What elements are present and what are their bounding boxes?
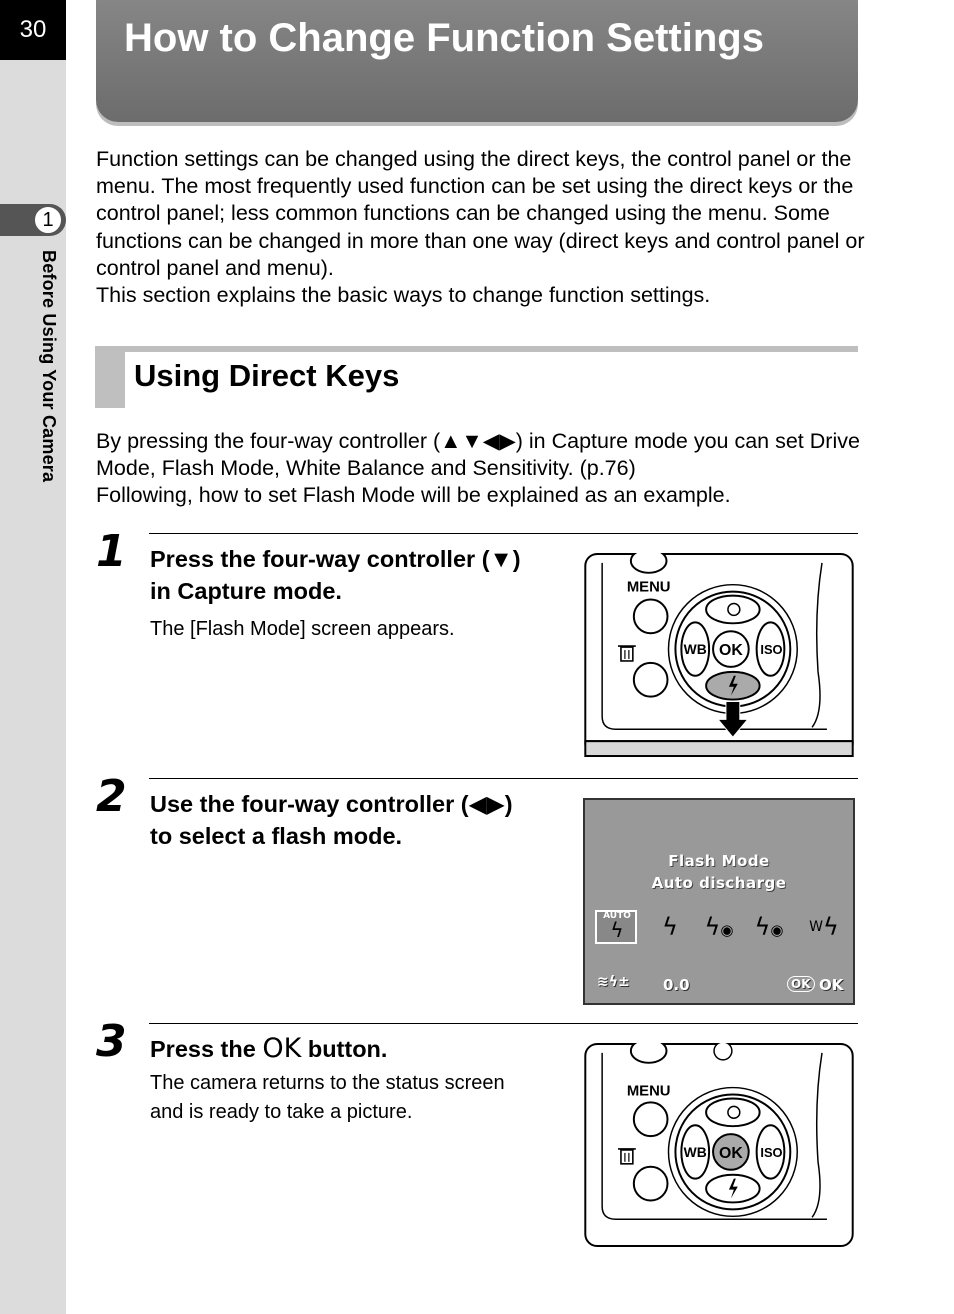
step-1-title-line-1: Press the four-way controller (▼) — [150, 546, 521, 572]
top-dial — [714, 1043, 732, 1060]
menu-button — [634, 1102, 668, 1136]
left-margin-band — [0, 0, 66, 1314]
drive-mode-key — [706, 1098, 759, 1126]
section-line-2: Following, how to set Flash Mode will be explained as an example. — [96, 483, 731, 508]
step-3-title — [150, 1033, 560, 1065]
step-3-body-line-2: and is ready to take a picture. — [150, 1101, 413, 1123]
ok-glyph: OK — [262, 1033, 302, 1064]
flash-on-redeye-icon: ϟ◉ — [754, 913, 784, 941]
step-3-rule — [149, 1023, 858, 1024]
ok-label: OK — [719, 1144, 743, 1162]
chapter-number: 1 — [34, 206, 62, 234]
step-1-body — [150, 615, 570, 644]
flash-mode-title: Flash Mode — [668, 852, 770, 870]
section-text — [96, 428, 866, 510]
page-number: 30 — [0, 0, 66, 60]
delete-button — [634, 1167, 668, 1201]
step-1-rule — [149, 533, 858, 534]
step-1-title-line-2: in Capture mode. — [150, 578, 342, 604]
step-2-title-line-2: to select a flash mode. — [150, 823, 403, 849]
flash-auto-redeye-icon: ϟ◉ — [704, 913, 734, 941]
chapter-label: Before Using Your Camera — [39, 250, 59, 483]
ok-button-icon: OK — [787, 976, 815, 992]
iso-label: ISO — [760, 642, 783, 658]
section-rule — [95, 346, 858, 352]
step-1-number: 1 — [96, 526, 127, 577]
ok-label: OK — [719, 642, 743, 660]
step-2-title — [150, 788, 560, 852]
flash-mode-icons — [595, 910, 845, 944]
flash-compensation-value: 0.0 — [663, 976, 690, 994]
camera-back-figure-2 — [583, 1043, 855, 1248]
wb-label: WB — [683, 641, 707, 658]
flash-mode-screen — [583, 798, 855, 1005]
menu-label: MENU — [626, 579, 671, 596]
section-title: Using Direct Keys — [134, 358, 400, 393]
camera-back-figure-1 — [583, 553, 855, 758]
flash-compensation-icon: ≋ϟ± — [597, 974, 630, 990]
ok-label: OK — [819, 976, 844, 994]
step-3-body-line-1: The camera returns to the status screen — [150, 1072, 505, 1094]
section-marker — [95, 346, 125, 408]
top-button — [631, 553, 667, 573]
top-button — [631, 1043, 667, 1063]
drive-mode-key — [706, 596, 759, 624]
flash-screen-status — [597, 974, 847, 998]
section-line-1: By pressing the four-way controller (▲▼◀▶) in Capture mode you can set Drive Mode, Flash Mode, White Balance and Sensitivity. (p.76) — [96, 429, 860, 481]
wb-label: WB — [683, 1143, 707, 1160]
step-3-title-pre: Press the — [150, 1036, 263, 1062]
intro-text — [96, 146, 866, 309]
intro-paragraph-2: This section explains the basic ways to change function settings. — [96, 283, 711, 308]
step-3-title-post: button. — [301, 1036, 388, 1062]
menu-label: MENU — [626, 1083, 671, 1100]
step-3-number: 3 — [96, 1016, 127, 1067]
menu-button — [634, 600, 668, 634]
step-3-body — [150, 1069, 570, 1127]
step-1-body-line-1: The [Flash Mode] screen appears. — [150, 618, 455, 640]
iso-label: ISO — [760, 1144, 783, 1160]
step-2-number: 2 — [96, 771, 127, 822]
flash-on-icon: ϟ — [662, 913, 678, 941]
step-2-rule — [149, 778, 858, 779]
page-title: How to Change Function Settings — [124, 16, 764, 60]
delete-button — [634, 663, 668, 697]
step-2-title-line-1: Use the four-way controller (◀▶) — [150, 791, 513, 817]
flash-mode-subtitle: Auto discharge — [651, 874, 787, 892]
intro-paragraph-1: Function settings can be changed using the direct keys, the control panel or the menu. The most frequently used function can be set using the direct keys or the control panel; less common functions can be changed using the menu. Some functions can be changed in more than one way (direct keys and control panel or control panel and menu). — [96, 147, 865, 280]
step-1-title — [150, 543, 560, 607]
flash-auto-icon: AUTO ϟ — [603, 911, 631, 942]
flash-wireless-icon: $^W$ϟ — [809, 913, 839, 941]
